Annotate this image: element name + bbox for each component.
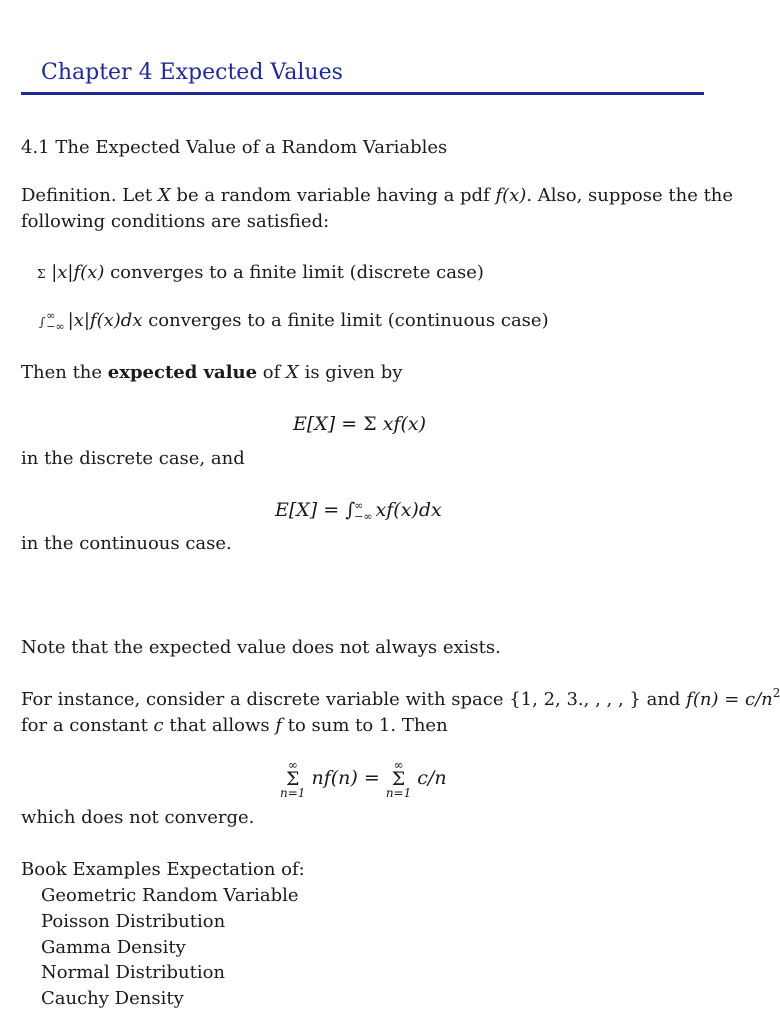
sum-lower: n=1 xyxy=(280,786,306,800)
integral-limits xyxy=(46,310,64,332)
definition-text-b: be a random variable having a pdf xyxy=(170,185,496,206)
integral-upper: ∞ xyxy=(354,499,364,512)
chapter-title: Chapter 4 Expected Values xyxy=(41,60,343,85)
condition-discrete-text: converges to a finite limit (discrete case) xyxy=(104,262,484,283)
definition-text-c: . Also, suppose the the xyxy=(526,185,734,206)
header-rule xyxy=(21,92,704,95)
then-text-b: of xyxy=(257,362,287,383)
condition-continuous xyxy=(39,310,549,333)
not-converge-text: which does not converge. xyxy=(21,807,255,828)
summation-1 xyxy=(280,759,305,799)
equation-lhs: E[X] = xyxy=(293,413,364,435)
integral-lower: −∞ xyxy=(354,510,373,523)
pdf-fx: f(x) xyxy=(495,185,527,206)
equation-lhs: E[X] = xyxy=(275,499,346,521)
exponent: 2 xyxy=(772,686,780,700)
definition-line-1 xyxy=(21,185,733,207)
equation-rhs: xf(x)dx xyxy=(375,499,442,521)
list-item: Poisson Distribution xyxy=(41,911,226,932)
equation-continuous xyxy=(275,499,442,522)
variable-x: X xyxy=(286,362,299,383)
note-text: Note that the expected value does not always exists. xyxy=(21,637,501,658)
in-discrete-text: in the discrete case, and xyxy=(21,448,245,469)
expected-value-term: expected value xyxy=(107,362,258,383)
instance-line-1 xyxy=(21,686,780,711)
sigma-symbol: Σ xyxy=(363,413,377,435)
condition-continuous-text: converges to a finite limit (continuous case) xyxy=(142,310,549,331)
equation-discrete xyxy=(293,413,426,435)
integral-limits xyxy=(354,500,372,522)
section-title: 4.1 The Expected Value of a Random Variables xyxy=(21,137,448,158)
condition-discrete xyxy=(37,262,484,285)
function-f: f xyxy=(275,715,282,736)
book-examples-heading: Book Examples Expectation of: xyxy=(21,859,305,880)
then-text-a: Then the xyxy=(21,362,108,383)
list-item: Gamma Density xyxy=(41,937,186,958)
instance-text-c: for a constant xyxy=(21,715,154,736)
sigma-symbol: Σ xyxy=(37,267,46,281)
sum-lower: n=1 xyxy=(385,786,412,800)
condition-continuous-expr: |x|f(x)dx xyxy=(67,310,143,331)
equation-sum xyxy=(280,759,447,799)
sum-upper: ∞ xyxy=(393,758,404,772)
integral-symbol: ∫ xyxy=(345,499,356,521)
sum-expression: nf(n) = xyxy=(311,767,386,789)
pmf-expression: f(n) = c/n xyxy=(686,689,773,710)
equation-rhs: xf(x) xyxy=(382,413,427,435)
sum-term: c/n xyxy=(417,767,447,789)
integral-lower: −∞ xyxy=(46,320,65,333)
sigma-symbol: Σ xyxy=(285,768,300,790)
constant-c: c xyxy=(153,715,164,736)
sigma-symbol: Σ xyxy=(391,768,406,790)
sample-space: {1, 2, 3., , , , } xyxy=(509,689,641,710)
instance-text-b: and xyxy=(640,689,687,710)
in-continuous-text: in the continuous case. xyxy=(21,533,232,554)
condition-discrete-expr: |x|f(x) xyxy=(51,262,105,283)
integral-symbol: ∫ xyxy=(39,315,46,329)
instance-text-d: that allows xyxy=(163,715,276,736)
list-item: Geometric Random Variable xyxy=(41,885,299,906)
then-line xyxy=(21,362,402,384)
summation-2 xyxy=(386,759,411,799)
list-item: Normal Distribution xyxy=(41,962,226,983)
then-text-c: is given by xyxy=(298,362,403,383)
instance-text-e: to sum to 1. Then xyxy=(282,715,448,736)
definition-line-2: following conditions are satisfied: xyxy=(21,211,330,232)
integral-upper: ∞ xyxy=(46,309,56,322)
list-item: Cauchy Density xyxy=(41,988,184,1009)
instance-text-a: For instance, consider a discrete variable with space xyxy=(21,689,510,710)
variable-x: X xyxy=(157,185,171,206)
sum-upper: ∞ xyxy=(287,758,298,772)
instance-line-2 xyxy=(21,715,448,737)
definition-text-a: Definition. Let xyxy=(21,185,158,206)
